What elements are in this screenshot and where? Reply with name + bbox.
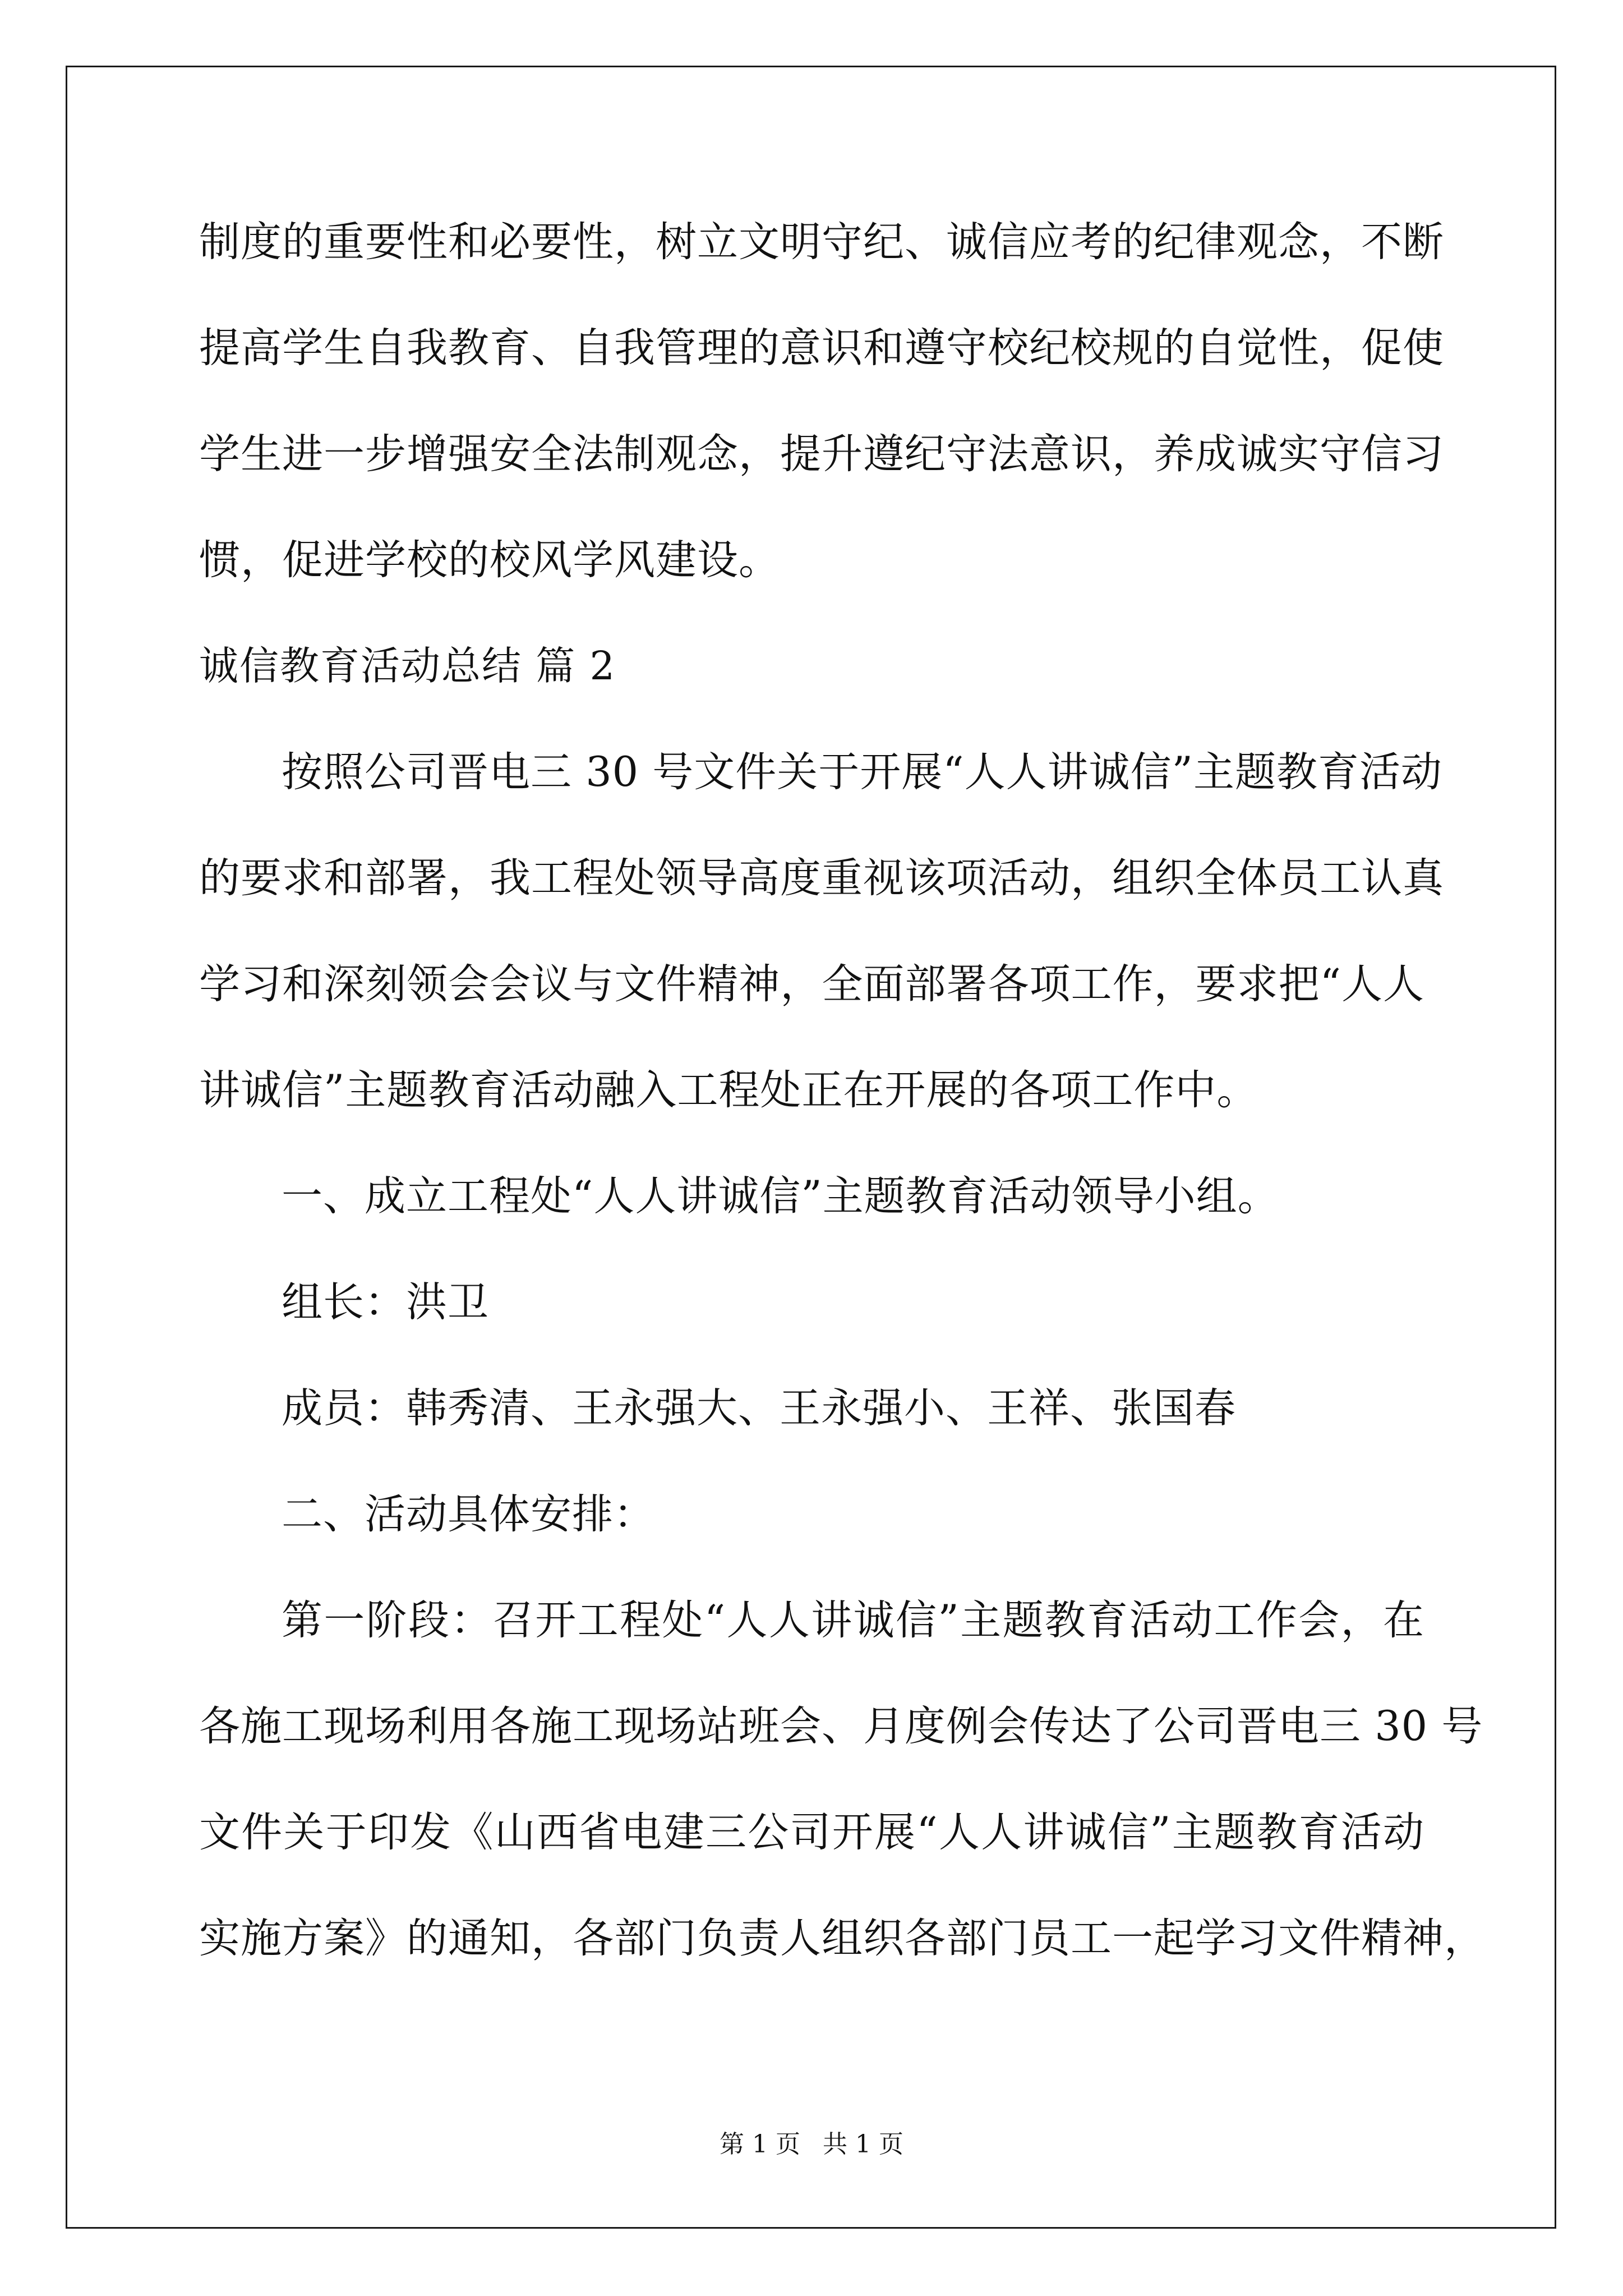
paragraph-line: 第一阶段：召开工程处“人人讲诚信”主题教育活动工作会，在 (282, 1596, 1424, 1644)
paragraph-line: 惯，促进学校的校风学风建设。 (199, 536, 780, 584)
group-leader-line: 组长：洪卫 (282, 1278, 489, 1326)
page-footer (0, 2129, 1623, 2160)
paragraph-line: 学习和深刻领会会议与文件精神，全面部署各项工作，要求把“人人 (199, 960, 1424, 1008)
document-body (199, 216, 1486, 2018)
paragraph-line: 按照公司晋电三 30 号文件关于开展“人人讲诚信”主题教育活动 (282, 748, 1442, 796)
list-heading: 二、活动具体安排： (282, 1490, 655, 1538)
paragraph-line: 讲诚信”主题教育活动融入工程处正在开展的各项工作中。 (199, 1066, 1258, 1114)
paragraph-line: 提高学生自我教育、自我管理的意识和遵守校纪校规的自觉性，促使 (199, 324, 1444, 372)
page-number: 第 1 页 (720, 2130, 800, 2159)
section-heading: 诚信教育活动总结 篇 2 (199, 643, 616, 689)
paragraph-line: 各施工现场利用各施工现场站班会、月度例会传达了公司晋电三 30 号 (199, 1703, 1483, 1750)
group-members-line: 成员：韩秀清、王永强大、王永强小、王祥、张国春 (282, 1384, 1236, 1432)
page-total: 共 1 页 (823, 2130, 903, 2159)
paragraph-line: 制度的重要性和必要性，树立文明守纪、诚信应考的纪律观念，不断 (199, 218, 1444, 266)
paragraph-line: 学生进一步增强安全法制观念，提升遵纪守法意识，养成诚实守信习 (199, 430, 1444, 478)
paragraph-line: 实施方案》的通知，各部门负责人组织各部门员工一起学习文件精神， (199, 1915, 1486, 1962)
paragraph-line: 文件关于印发《山西省电建三公司开展“人人讲诚信”主题教育活动 (199, 1809, 1424, 1856)
paragraph-line: 的要求和部署，我工程处领导高度重视该项活动，组织全体员工认真 (199, 854, 1444, 902)
list-heading: 一、成立工程处“人人讲诚信”主题教育活动领导小组。 (282, 1172, 1279, 1220)
